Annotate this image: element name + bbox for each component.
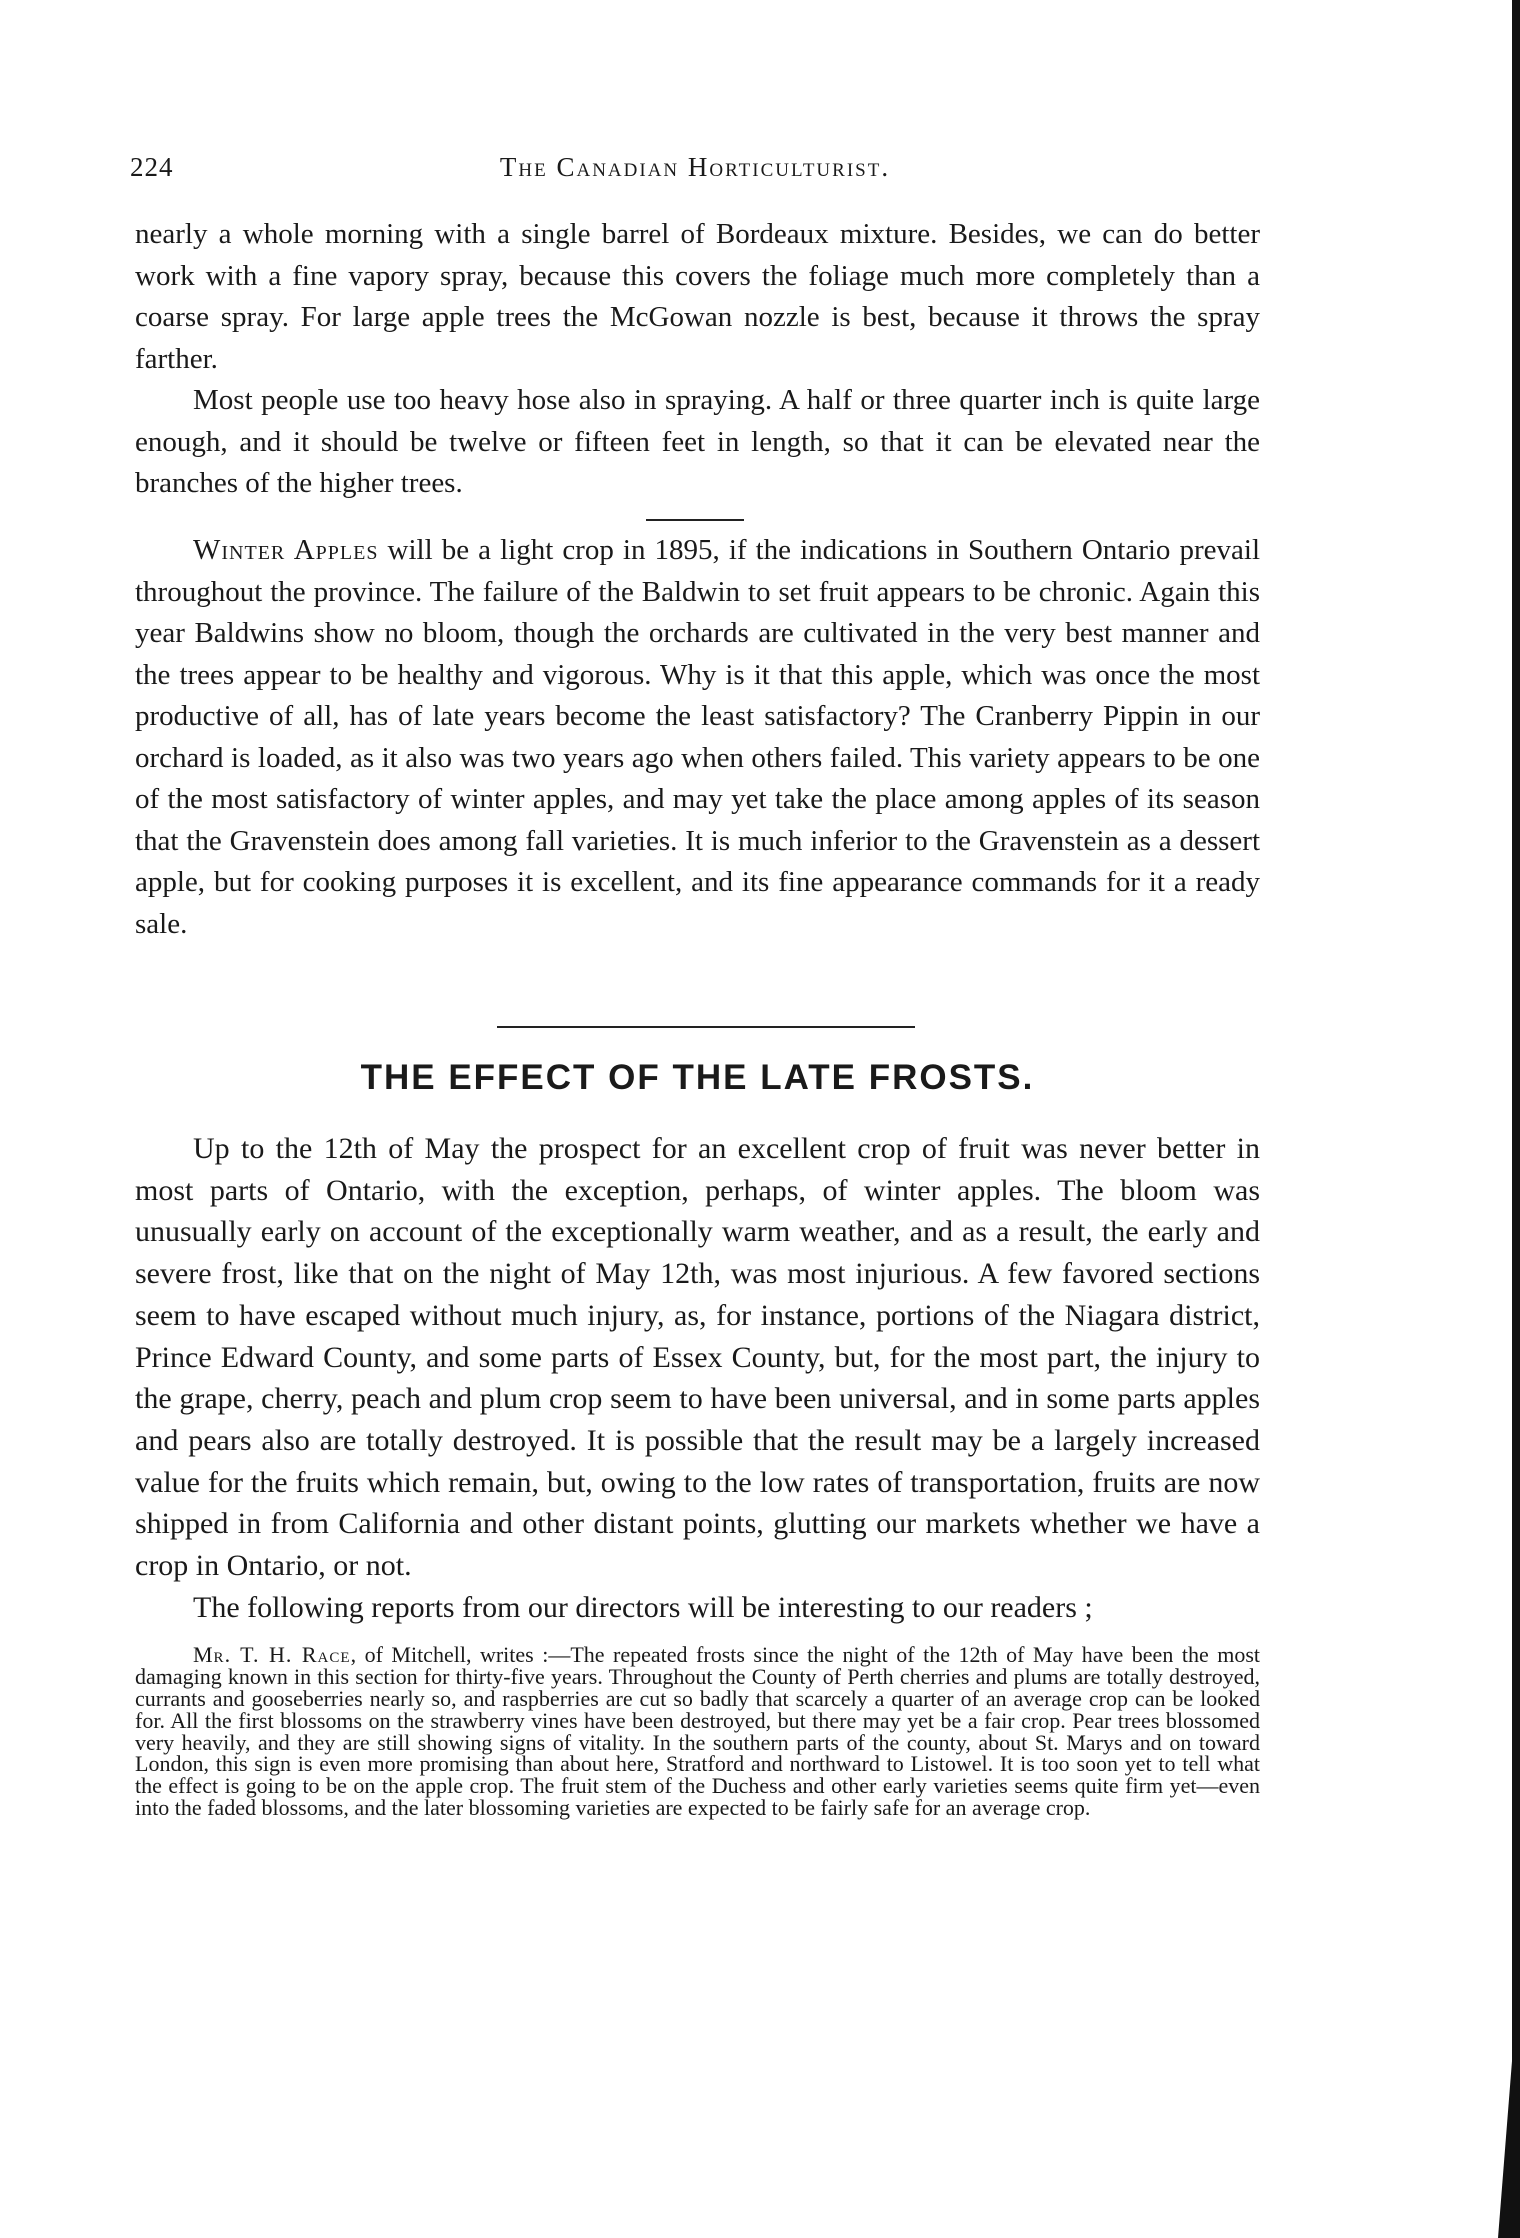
frosts-paragraph-1: Up to the 12th of May the prospect for an excellent crop of fruit was never better in most parts of Ontario, with the exception, perhaps, of winter apples. The bloom was unusually early on account of the exceptionally warm weather, and as a result, the early and severe frost, like that on the night of May 12th, was most injurious. A few favored sections seem to have escaped without much injury, as, for instance, portions of the Niagara district, Prince Edward County, and some parts of Essex County, but, for the most part, the injury to the grape, cherry, peach and plum crop seem to have been universal, and in some parts apples and pears also are totally destroyed. It is possible that the result may be a largely increased value for the fruits which remain, but, owing to the low rates of transportation, fruits are now shipped in from California and other distant points, glutting our markets whether we have a crop in Ontario, or not. — [135, 1132, 1260, 1583]
director-report — [135, 1642, 1260, 1821]
spraying-paragraph-2: Most people use too heavy hose also in spraying. A half or three quarter inch is quite large enough, and it should be twelve or fifteen feet in length, so that it can be elevated near the branches of the higher trees. — [135, 384, 1260, 499]
section-divider-long — [497, 1026, 915, 1028]
page-number: 224 — [130, 152, 174, 182]
section-divider-short — [646, 519, 744, 521]
winter-apples-lead: Winter Apples — [193, 534, 379, 566]
journal-title: The Canadian Horticulturist. — [499, 152, 891, 182]
spraying-paragraph-1: nearly a whole morning with a single barrel of Bordeaux mixture. Besides, we can do better work with a fine vapory spray, because this covers the foliage much more completely than a coarse spray. For large apple trees the McGowan nozzle is best, because it throws the spray farther. — [135, 218, 1260, 375]
page-edge-shadow — [1512, 0, 1520, 2238]
page-edge-shadow-foot — [1498, 1960, 1520, 2238]
frosts-section — [135, 1128, 1260, 1819]
frosts-paragraph-2: The following reports from our directors will be interesting to our readers ; — [193, 1590, 1093, 1624]
running-header — [130, 152, 1260, 192]
winter-apples-paragraph — [135, 530, 1260, 945]
section-title: THE EFFECT OF THE LATE FROSTS. — [360, 1058, 1035, 1097]
report-text: , of Mitchell, writes :—The repeated frosts since the night of the 12th of May have been the most damaging known in this section for thirty-five years. Throughout the County of Perth cherries and plums are totally destroyed, currants and gooseberries nearly so, and raspberries are cut so badly that scarcely a quarter of an average crop can be looked for. All the first blossoms on the strawberry vines have been destroyed, but there may yet be a fair crop. Pear trees blossomed very heavily, and they are still showing signs of vitality. In the southern parts of the county, about St. Marys and on toward London, this sign is even more promising than about here, Stratford and northward to Listowel. It is too soon yet to tell what the effect is going to be on the apple crop. The fruit stem of the Duchess and other early varieties seems quite firm yet—even into the faded blossoms, and the later blossoming varieties are expected to be fairly safe for an average crop. — [135, 1642, 1260, 1821]
report-author: Mr. T. H. Race — [193, 1642, 351, 1668]
winter-apples-text: will be a light crop in 1895, if the indications in Southern Ontario prevail throughout the province. The failure of the Baldwin to set fruit appears to be chronic. Again this year Baldwins show no bloom, though the orchards are cultivated in the very best manner and the trees appear to be healthy and vigorous. Why is it that this apple, which was once the most productive of all, has of late years become the least satisfactory? The Cranberry Pippin in our orchard is loaded, as it also was two years ago when others failed. This variety appears to be one of the most satisfactory of winter apples, and may yet take the place among apples of its season that the Gravenstein does among fall varieties. It is much inferior to the Gravenstein as a dessert apple, but for cooking purposes it is excellent, and its fine appearance commands for it a ready sale. — [135, 534, 1260, 940]
spraying-section — [135, 214, 1260, 505]
winter-apples-section — [135, 530, 1260, 945]
